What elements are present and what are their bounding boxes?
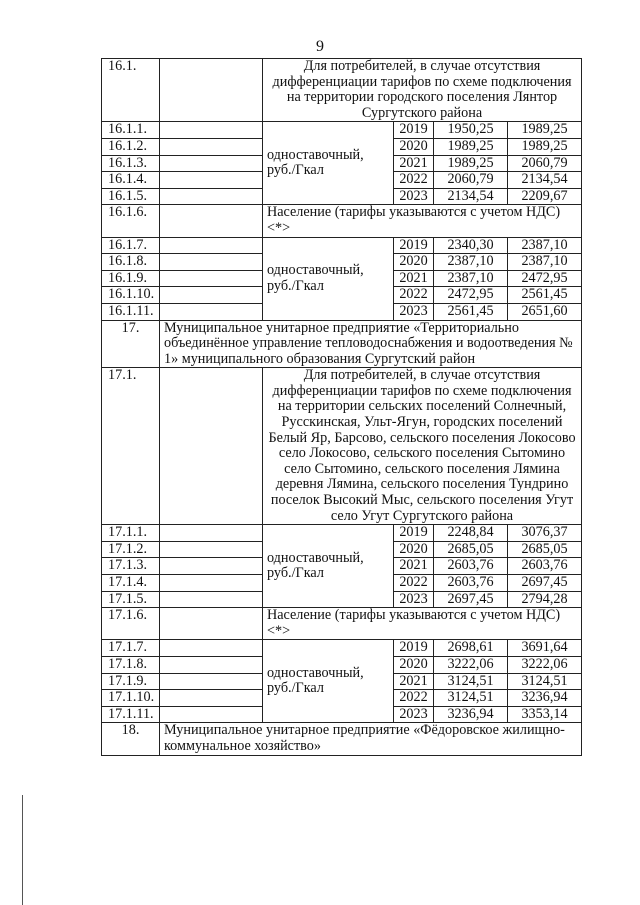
tariff-first-half: 2698,61: [434, 640, 508, 657]
tariff-second-half: 3076,37: [508, 525, 582, 542]
tariff-second-half: 3353,14: [508, 706, 582, 723]
row-number: 17.1.: [102, 368, 160, 525]
population-row: [102, 608, 582, 640]
tariff-second-half: 2651,60: [508, 303, 582, 320]
tariff-second-half: 2387,10: [508, 237, 582, 254]
year: 2022: [394, 690, 434, 707]
tariff-second-half: 1989,25: [508, 138, 582, 155]
year: 2019: [394, 640, 434, 657]
tariff-second-half: 2134,54: [508, 172, 582, 189]
year: 2023: [394, 706, 434, 723]
tariff-first-half: 3236,94: [434, 706, 508, 723]
row-number: 16.1.: [102, 59, 160, 122]
year: 2020: [394, 656, 434, 673]
rate-type: одноставочный, руб./Гкал: [263, 237, 394, 320]
empty-cell: [160, 608, 263, 640]
row-number: 17.1.1.: [102, 525, 160, 542]
empty-cell: [160, 254, 263, 271]
tariff-first-half: 3124,51: [434, 673, 508, 690]
row-number: 17.: [102, 320, 160, 368]
tariff-second-half: 2794,28: [508, 591, 582, 608]
row-number: 17.1.5.: [102, 591, 160, 608]
empty-cell: [160, 706, 263, 723]
tariff-first-half: 1989,25: [434, 155, 508, 172]
tariff-second-half: 2387,10: [508, 254, 582, 271]
tariff-first-half: 2472,95: [434, 287, 508, 304]
row-number: 17.1.6.: [102, 608, 160, 640]
empty-cell: [160, 558, 263, 575]
empty-cell: [160, 237, 263, 254]
tariff-table: [101, 58, 582, 756]
row-number: 18.: [102, 723, 160, 755]
row-number: 16.1.4.: [102, 172, 160, 189]
year: 2020: [394, 254, 434, 271]
tariff-first-half: 2248,84: [434, 525, 508, 542]
year: 2020: [394, 138, 434, 155]
year: 2022: [394, 172, 434, 189]
row-number: 16.1.6.: [102, 205, 160, 237]
tariff-first-half: 2387,10: [434, 254, 508, 271]
rate-type: одноставочный, руб./Гкал: [263, 640, 394, 723]
tariff-row: [102, 525, 582, 542]
consumer-group-row: [102, 368, 582, 525]
tariff-first-half: 2685,05: [434, 541, 508, 558]
consumer-group-row: [102, 59, 582, 122]
row-number: 16.1.10.: [102, 287, 160, 304]
empty-cell: [160, 368, 263, 525]
year: 2019: [394, 122, 434, 139]
empty-cell: [160, 188, 263, 205]
row-number: 16.1.5.: [102, 188, 160, 205]
org-row: [102, 320, 582, 368]
tariff-row: [102, 122, 582, 139]
tariff-second-half: 3124,51: [508, 673, 582, 690]
empty-cell: [160, 270, 263, 287]
empty-cell: [160, 138, 263, 155]
empty-cell: [160, 155, 263, 172]
tariff-second-half: 2209,67: [508, 188, 582, 205]
tariff-second-half: 3691,64: [508, 640, 582, 657]
empty-cell: [160, 122, 263, 139]
population-row: [102, 205, 582, 237]
year: 2021: [394, 155, 434, 172]
row-number: 16.1.7.: [102, 237, 160, 254]
population-description: Население (тарифы указываются с учетом НДС) <*>: [263, 608, 582, 640]
consumer-group-description: Для потребителей, в случае отсутствия дифференциации тарифов по схеме подключения на территории городского поселения Лянтор Сургутского района: [263, 59, 582, 122]
row-number: 17.1.11.: [102, 706, 160, 723]
empty-cell: [160, 656, 263, 673]
row-number: 17.1.3.: [102, 558, 160, 575]
year: 2021: [394, 673, 434, 690]
empty-cell: [160, 287, 263, 304]
rate-type: одноставочный, руб./Гкал: [263, 525, 394, 608]
organization-name: Муниципальное унитарное предприятие «Территориально объединённое управление тепловодоснабжения и водоотведения № 1» муниципального образования Сургутский район: [160, 320, 582, 368]
empty-cell: [160, 525, 263, 542]
empty-cell: [160, 59, 263, 122]
tariff-second-half: 3236,94: [508, 690, 582, 707]
population-description: Население (тарифы указываются с учетом НДС) <*>: [263, 205, 582, 237]
row-number: 16.1.3.: [102, 155, 160, 172]
tariff-second-half: 2697,45: [508, 575, 582, 592]
row-number: 16.1.9.: [102, 270, 160, 287]
tariff-first-half: 2603,76: [434, 558, 508, 575]
row-number: 17.1.10.: [102, 690, 160, 707]
year: 2021: [394, 270, 434, 287]
tariff-second-half: 2472,95: [508, 270, 582, 287]
year: 2022: [394, 575, 434, 592]
tariff-first-half: 1950,25: [434, 122, 508, 139]
year: 2023: [394, 188, 434, 205]
tariff-first-half: 2697,45: [434, 591, 508, 608]
row-number: 17.1.7.: [102, 640, 160, 657]
tariff-first-half: 2603,76: [434, 575, 508, 592]
empty-cell: [160, 591, 263, 608]
tariff-second-half: 3222,06: [508, 656, 582, 673]
consumer-group-description: Для потребителей, в случае отсутствия дифференциации тарифов по схеме подключения на территории сельских поселений Солнечный, Русскинская, Ульт-Ягун, городских поселений Белый Яр, Барсово, сельского поселения Локосово село Локосово, сельского поселения Сытомино село Сытомино, сельского поселения Лямина деревня Лямина, сельского поселения Тундрино поселок Высокий Мыс, сельского поселения Угут село Угут Сургутского района: [263, 368, 582, 525]
row-number: 16.1.8.: [102, 254, 160, 271]
year: 2020: [394, 541, 434, 558]
year: 2019: [394, 237, 434, 254]
org-row: [102, 723, 582, 755]
row-number: 16.1.11.: [102, 303, 160, 320]
tariff-first-half: 3124,51: [434, 690, 508, 707]
tariff-first-half: 2387,10: [434, 270, 508, 287]
empty-cell: [160, 172, 263, 189]
tariff-row: [102, 640, 582, 657]
year: 2023: [394, 303, 434, 320]
row-number: 17.1.2.: [102, 541, 160, 558]
row-number: 17.1.8.: [102, 656, 160, 673]
empty-cell: [160, 205, 263, 237]
tariff-second-half: 2685,05: [508, 541, 582, 558]
tariff-row: [102, 237, 582, 254]
empty-cell: [160, 673, 263, 690]
tariff-first-half: 1989,25: [434, 138, 508, 155]
tariff-second-half: 1989,25: [508, 122, 582, 139]
year: 2019: [394, 525, 434, 542]
empty-cell: [160, 303, 263, 320]
row-number: 16.1.1.: [102, 122, 160, 139]
year: 2023: [394, 591, 434, 608]
tariff-first-half: 3222,06: [434, 656, 508, 673]
empty-cell: [160, 541, 263, 558]
empty-cell: [160, 640, 263, 657]
tariff-second-half: 2603,76: [508, 558, 582, 575]
row-number: 17.1.4.: [102, 575, 160, 592]
tariff-first-half: 2340,30: [434, 237, 508, 254]
tariff-second-half: 2561,45: [508, 287, 582, 304]
rate-type: одноставочный, руб./Гкал: [263, 122, 394, 205]
tariff-first-half: 2060,79: [434, 172, 508, 189]
margin-line: [22, 795, 23, 905]
tariff-first-half: 2561,45: [434, 303, 508, 320]
organization-name: Муниципальное унитарное предприятие «Фёдоровское жилищно-коммунальное хозяйство»: [160, 723, 582, 755]
empty-cell: [160, 690, 263, 707]
year: 2021: [394, 558, 434, 575]
tariff-first-half: 2134,54: [434, 188, 508, 205]
year: 2022: [394, 287, 434, 304]
tariff-second-half: 2060,79: [508, 155, 582, 172]
row-number: 16.1.2.: [102, 138, 160, 155]
row-number: 17.1.9.: [102, 673, 160, 690]
empty-cell: [160, 575, 263, 592]
page-number: 9: [316, 38, 324, 55]
